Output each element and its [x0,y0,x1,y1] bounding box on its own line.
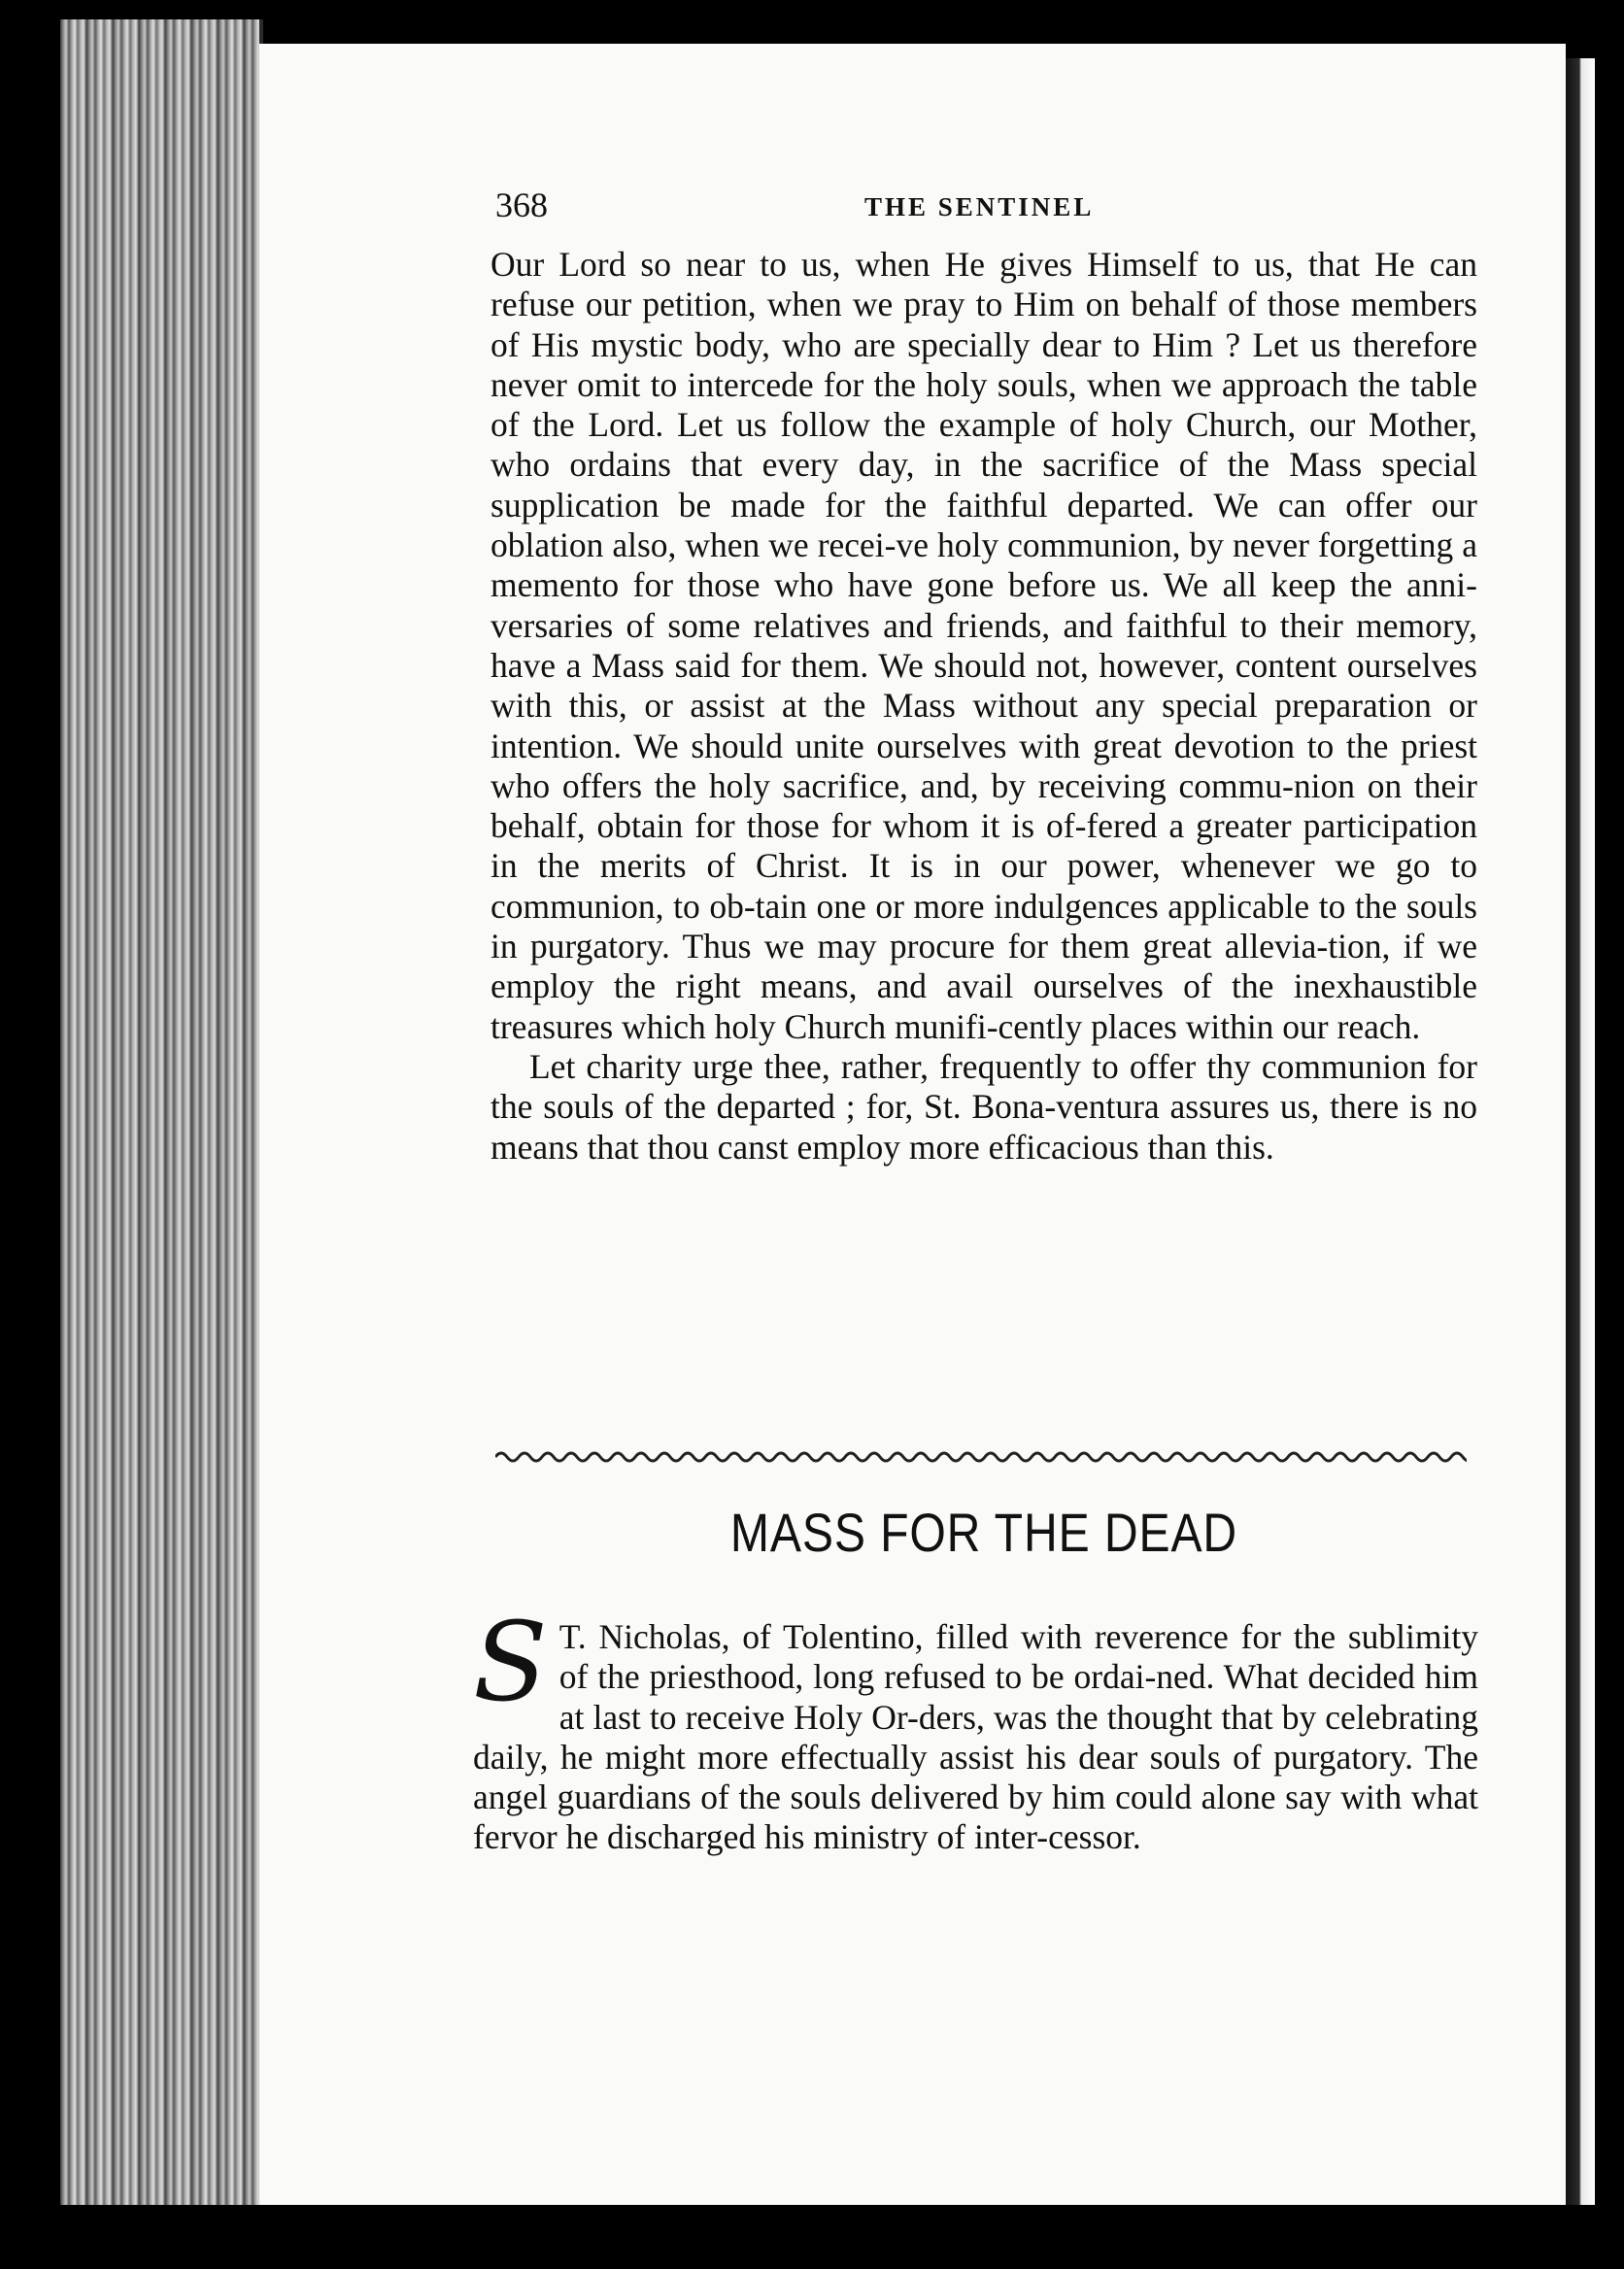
paragraph: Let charity urge thee, rather, frequently to offer thy communion for the souls of the departed ; for, St. Bona-ventura assures us, there is no means that thou canst employ more efficacious than this. [491,1046,1477,1167]
wavy-section-rule [495,1445,1467,1469]
running-head: THE SENTINEL [864,192,1095,221]
section-body [473,1600,1478,1858]
body-text [491,245,1477,1168]
section-text: Nicholas, of Tolentino, filled with reverence for the sublimity of the priesthood, long refused to be ordai-ned. What decided him at last to receive Holy Or-ders, was the thought that by celebrating daily, he might more effectually assist his dear souls of purgatory. The angel guardians of the souls delivered by him could alone say with what fervor he discharged his ministry of inter-cessor. [473,1617,1478,1857]
paragraph: Our Lord so near to us, when He gives Himself to us, that He can refuse our petition, when we pray to Him on behalf of those members of His mystic body, who are specially dear to Him ? Let us therefore never omit to intercede for the holy souls, when we approach the table of the Lord. Let us follow the example of holy Church, our Mother, who ordains that every day, in the sacrifice of the Mass special supplication be made for the faithful departed. We can offer our oblation also, when we recei-ve holy communion, by never forgetting a memento for those who have gone before us. We all keep the anni-versaries of some relatives and friends, and faithful to their memory, have a Mass said for them. We should not, however, content ourselves with this, or assist at the Mass without any special preparation or intention. We should unite ourselves with great devotion to the priest who offers the holy sacrifice, and, by receiving commu-nion on their behalf, obtain for those for whom it is of-fered a greater participation in the merits of Christ. It is in our power, whenever we go to communion, to ob-tain one or more indulgences applicable to the souls in purgatory. Thus we may procure for them great allevia-tion, if we employ the right means, and avail ourselves of the inexhaustible treasures which holy Church munifi-cently places within our reach. [491,245,1477,1046]
section-title: MASS FOR THE DEAD [729,1502,1238,1563]
book-page-edges [60,19,263,2205]
page-header [495,185,1472,233]
drop-cap: S [473,1600,548,1726]
facing-page-edge [1566,58,1595,2205]
first-word: T. [558,1617,587,1656]
page-number: 368 [495,186,548,224]
